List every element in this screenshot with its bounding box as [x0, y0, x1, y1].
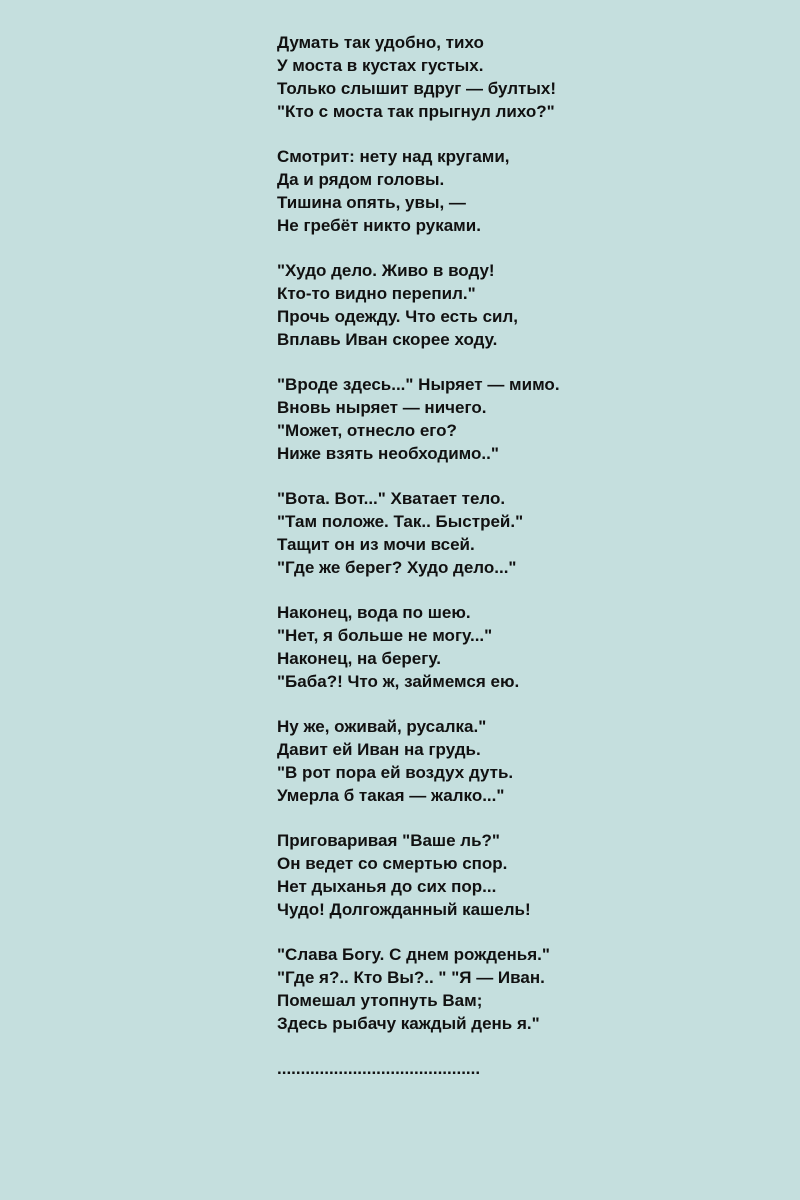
stanza-5	[277, 487, 777, 579]
poem-line: "Нет, я больше не могу..."	[277, 626, 493, 645]
poem-line: Думать так удобно, тихо	[277, 33, 484, 52]
poem-line: Тишина опять, увы, —	[277, 193, 466, 212]
poem-line: Ну же, оживай, русалка."	[277, 717, 487, 736]
poem-line: Он ведет со смертью спор.	[277, 854, 508, 873]
poem-line: Только слышит вдруг — бултых!	[277, 79, 557, 98]
poem-line: Вновь ныряет — ничего.	[277, 398, 487, 417]
poem-line: Умерла б такая — жалко..."	[277, 786, 505, 805]
poem-line: "В рот пора ей воздух дуть.	[277, 763, 514, 782]
poem-line: "Кто с моста так прыгнул лихо?"	[277, 102, 555, 121]
poem-line: "Где же берег? Худо дело..."	[277, 558, 517, 577]
poem-line: Наконец, вода по шею.	[277, 603, 471, 622]
stanza-3	[277, 259, 777, 351]
stanza-9	[277, 943, 777, 1035]
poem-line: Приговаривая "Ваше ль?"	[277, 831, 500, 850]
stanza-4	[277, 373, 777, 465]
poem-line: Помешал утопнуть Вам;	[277, 991, 483, 1010]
poem-text	[277, 31, 777, 1080]
stanza-8	[277, 829, 777, 921]
stanza-7	[277, 715, 777, 807]
poem-line: Здесь рыбачу каждый день я."	[277, 1014, 540, 1033]
poem-line: У моста в кустах густых.	[277, 56, 484, 75]
poem-line: Тащит он из мочи всей.	[277, 535, 475, 554]
stanza-1	[277, 31, 777, 123]
poem-line: "Слава Богу. С днем рожденья."	[277, 945, 550, 964]
poem-line: "Вроде здесь..." Ныряет — мимо.	[277, 375, 560, 394]
poem-line: Чудо! Долгожданный кашель!	[277, 900, 531, 919]
poem-line: "Где я?.. Кто Вы?.. " "Я — Иван.	[277, 968, 545, 987]
poem-line: Нет дыханья до сих пор...	[277, 877, 497, 896]
poem-line: Прочь одежду. Что есть сил,	[277, 307, 519, 326]
poem-line: Не гребёт никто руками.	[277, 216, 481, 235]
poem-line: Вплавь Иван скорее ходу.	[277, 330, 498, 349]
poem-line: "Вота. Вот..." Хватает тело.	[277, 489, 506, 508]
stanza-2	[277, 145, 777, 237]
stanza-6	[277, 601, 777, 693]
poem-line: "Там положе. Так.. Быстрей."	[277, 512, 524, 531]
poem-line: Наконец, на берегу.	[277, 649, 442, 668]
ellipsis-ending: ...........................................	[277, 1059, 481, 1078]
poem-line: "Может, отнесло его?	[277, 421, 457, 440]
poem-line: Кто-то видно перепил."	[277, 284, 476, 303]
poem-line: "Худо дело. Живо в воду!	[277, 261, 495, 280]
poem-line: Ниже взять необходимо.."	[277, 444, 499, 463]
poem-line: Смотрит: нету над кругами,	[277, 147, 510, 166]
poem-line: Давит ей Иван на грудь.	[277, 740, 481, 759]
poem-line: Да и рядом головы.	[277, 170, 445, 189]
poem-line: "Баба?! Что ж, займемся ею.	[277, 672, 520, 691]
